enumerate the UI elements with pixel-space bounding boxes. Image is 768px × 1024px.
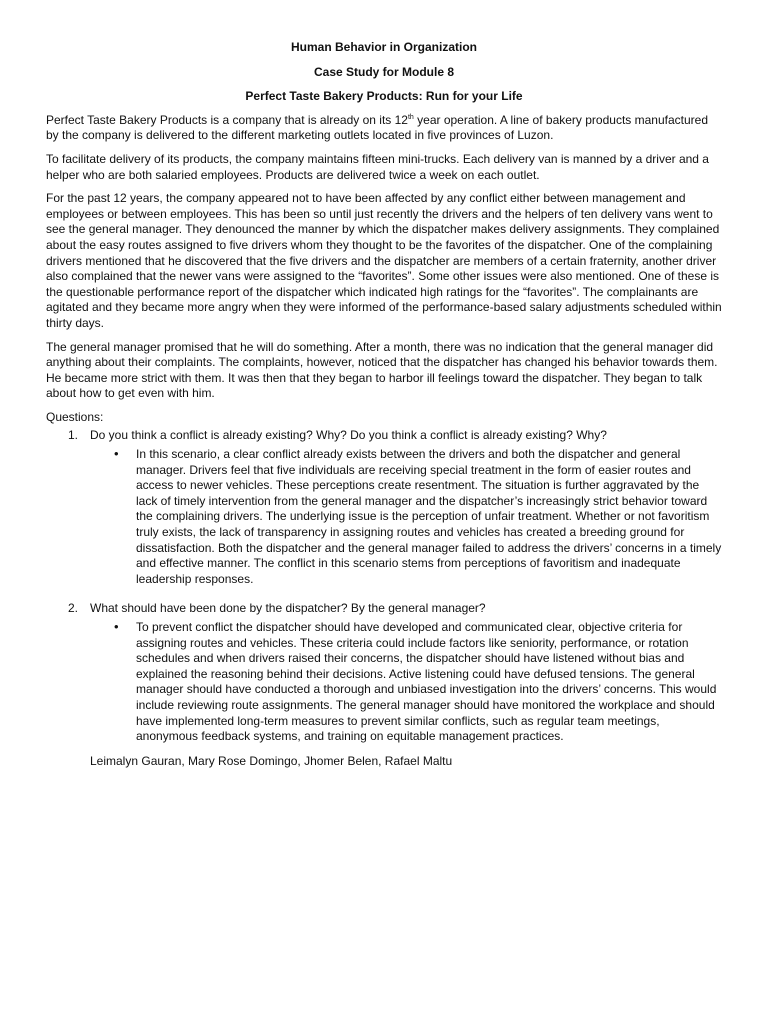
conflict-paragraph: For the past 12 years, the company appeared not to have been affected by any conflict either between management and employees or between employees. This has been so until just recently the drivers and the helpers of ten delivery vans went to see the general manager. They denounced the manner by which the dispatcher makes delivery assignments. They complained about the easy routes assigned to five drivers whom they thought to be the favorites of the dispatcher. One of the complaining drivers mentioned that he discovered that the five drivers and the dispatcher are members of a certain fraternity, another driver also complained that the newer vans were assigned to the “favorites”. Some other issues were also mentioned. One of these is the questionable performance report of the dispatcher which indicated high ratings for the “favorites”. The complainants are agitated and they became more angry when they were informed of the performance-based salary adjustments scheduled within thirty days. [46,191,722,330]
question-list [46,428,722,744]
intro-paragraph [46,113,722,144]
question-text: What should have been done by the dispatcher? By the general manager? [90,601,486,616]
intro-text-end: year operation. A line of bakery products manufactured by the company is delivered to the different marketing outlets located in five provinces of Luzon. [46,112,708,143]
answer-list [90,447,722,587]
answer-item [90,447,722,587]
answer-list [90,620,722,745]
answer-item [90,620,722,745]
answer-text: To prevent conflict the dispatcher should have developed and communicated clear, objective criteria for assigning routes and vehicles. These criteria could include factors like seniority, performance, or rotation schedules and when drivers raised their concerns, the dispatcher should have listened without bias and explained the reasoning behind their decisions. Active listening could have defused tensions. The general manager should have conducted a thorough and unbiased investigation into the drivers’ concerns. This would include reviewing route assignments. The general manager should have monitored the workplace and should have implemented long-term measures to prevent similar conflicts, such as regular team meetings, anonymous feedback systems, and training on equitable management practices. [136,620,717,744]
question-number: 2. [68,601,79,616]
question-text: Do you think a conflict is already existing? Why? Do you think a conflict is already existing? Why? [90,428,607,443]
module-title: Case Study for Module 8 [313,64,455,79]
manager-paragraph: The general manager promised that he will do something. After a month, there was no indication that the general manager did anything about their complaints. The complaints, however, noticed that the dispatcher has changed his behavior towards them. He became more strict with them. It was then that they began to harbor ill feelings toward the dispatcher. They began to talk about how to get even with him. [46,339,718,401]
case-title: Perfect Taste Bakery Products: Run for your Life [245,89,523,104]
authors-line: Leimalyn Gauran, Mary Rose Domingo, Jhomer Belen, Rafael Maltu [90,753,453,768]
question-item [46,428,722,587]
questions-label: Questions: [46,409,104,424]
delivery-paragraph: To facilitate delivery of its products, the company maintains fifteen mini-trucks. Each delivery van is manned by a driver and a helper who are both salaried employees. Products are delivered twice a week on each outlet. [46,151,709,182]
question-number: 1. [68,428,79,443]
intro-text-start: Perfect Taste Bakery Products is a company that is already on its 12 [46,112,408,127]
course-title: Human Behavior in Organization [290,40,478,54]
bullet-icon: • [114,619,119,634]
bullet-icon: • [114,446,119,462]
answer-text: In this scenario, a clear conflict already exists between the drivers and both the dispatcher and general manager. Drivers feel that five individuals are receiving special treatment in the form of easier routes and access to newer vehicles. These perceptions create resentment. The situation is further aggravated by the lack of timely intervention from the general manager and the dispatcher’s increasingly strict behavior toward the complaining drivers. The underlying issue is the perception of unfair treatment. Whether or not favoritism truly exists, the lack of transparency in assigning routes and vehicles has created a breeding ground for dissatisfaction. Both the dispatcher and the general manager failed to address the drivers’ concerns in a timely and effective manner. The conflict in this scenario stems from perceptions of favoritism and inadequate leadership responses. [136,447,722,586]
ordinal-suffix: th [407,113,414,121]
question-item [46,601,722,744]
